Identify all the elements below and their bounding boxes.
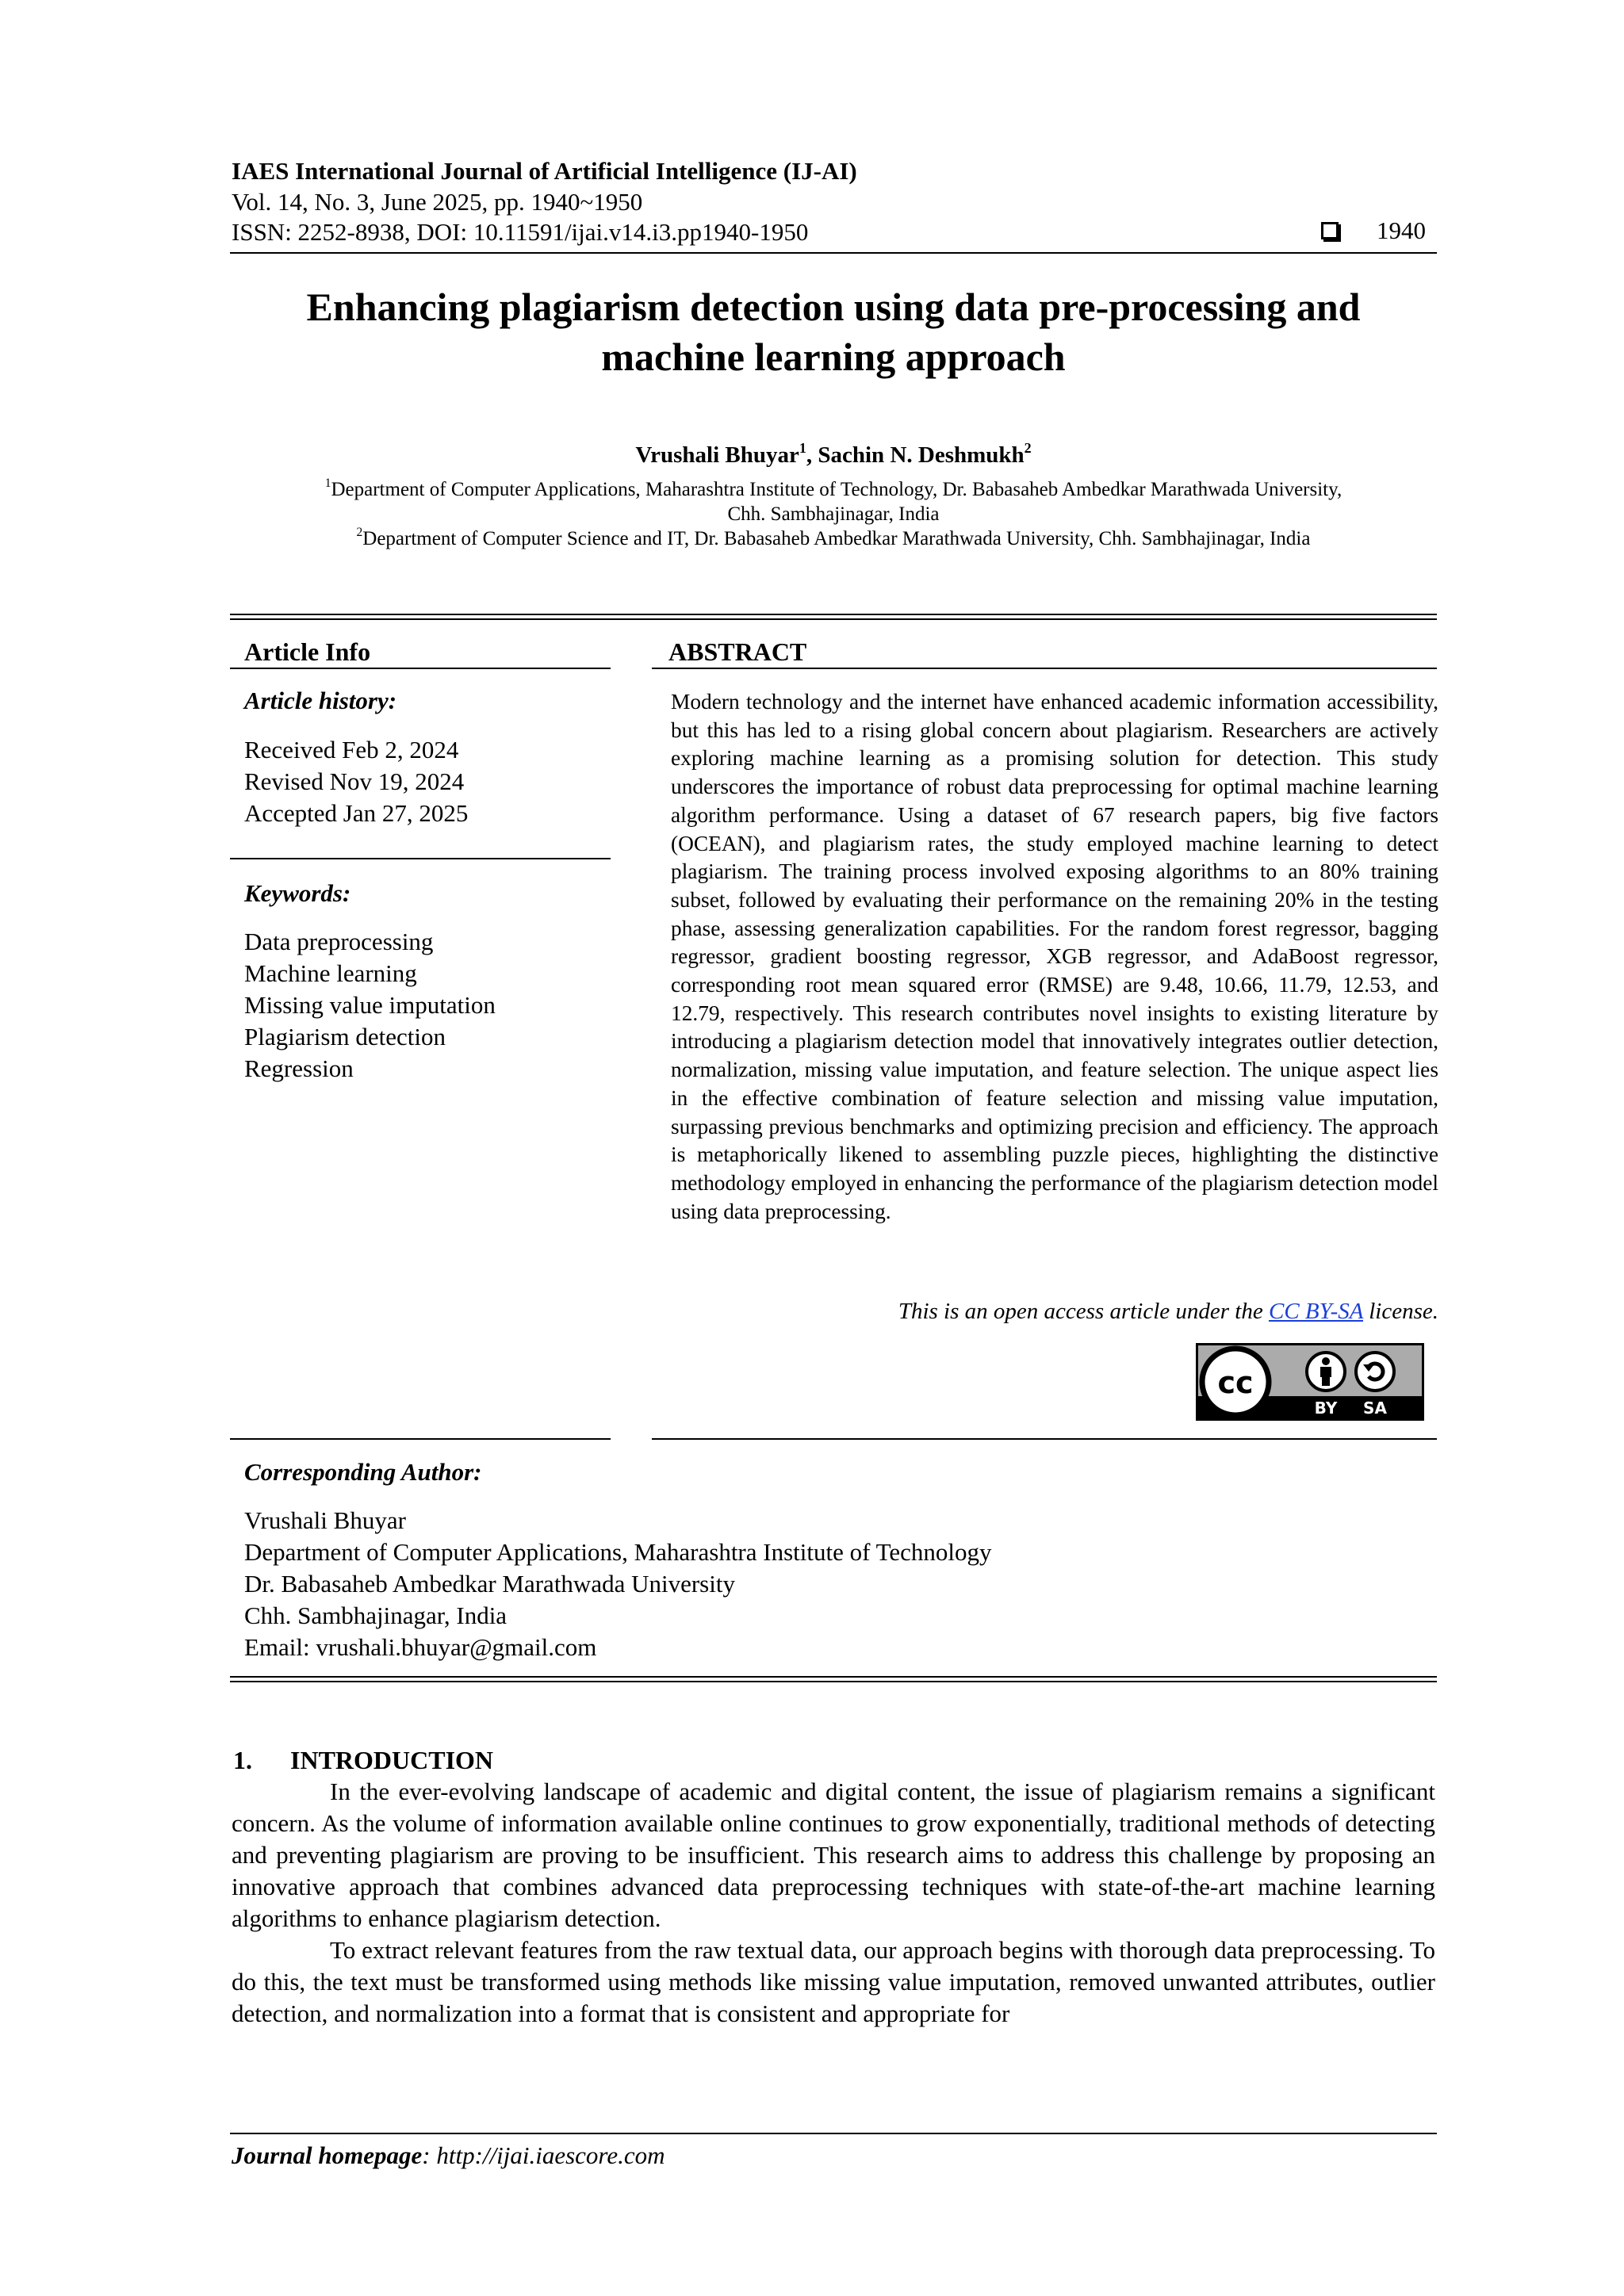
- keyword-item: Missing value imputation: [244, 991, 496, 1019]
- page-number: 1940: [1377, 216, 1426, 244]
- sa-share-icon: [1356, 1353, 1394, 1391]
- section-heading: INTRODUCTION: [290, 1746, 494, 1774]
- keyword-item: Machine learning: [244, 959, 417, 987]
- article-info-rule: [230, 668, 611, 669]
- intro-paragraph-1: In the ever-evolving landscape of academic and digital content, the issue of plagiarism remains a significant concern. As the volume of information available online continues to grow exponentially, traditional methods of detecting and preventing plagiarism are proving to be insufficient. This research aims to address this challenge by proposing an innovative approach that combines advanced data preprocessing techniques with state-of-the-art machine learning algorithms to enhance plagiarism detection.: [232, 1777, 1435, 1932]
- keywords-heading: Keywords:: [244, 879, 351, 907]
- history-accepted: Accepted Jan 27, 2025: [244, 799, 469, 827]
- footer-rule: [230, 2133, 1437, 2134]
- abstract-heading: ABSTRACT: [668, 637, 807, 666]
- corresponding-author-location: Chh. Sambhajinagar, India: [244, 1601, 508, 1629]
- homepage-url[interactable]: http://ijai.iaescore.com: [436, 2141, 665, 2169]
- abstract-text: Modern technology and the internet have enhanced academic information accessibility, but this has led to a rising global concern about plagiarism. Researchers are actively exploring machine learning as a promising solution for detection. This study underscores the importance of robust data preprocessing for optimal machine learning algorithm performance. Using a dataset of 67 research papers, big five factors (OCEAN), and plagiarism rates, the study employed machine learning to detect plagiarism. The training process involved exposing algorithms to an 80% training subset, followed by evaluating their performance on the remaining 20% in the testing phase, assessing generalization capabilities. For the random forest regressor, bagging regressor, gradient boosting regressor, XGB regressor, and AdaBoost regressor, corresponding root mean squared error (RMSE) are 9.48, 10.66, 11.79, 12.53, and 12.79, respectively. This research contributes novel insights to existing literature by introducing a plagiarism detection model that innovatively integrates outlier detection, normalization, missing value imputation, and feature selection. The unique aspect lies in the effective combination of feature selection and missing value imputation, surpassing previous benchmarks and optimizing precision and efficiency. The approach is metaphorically likened to assembling puzzle pieces, highlighting the distinctive methodology employed in enhancing the performance of the plagiarism detection model using data preprocessing.: [671, 690, 1438, 1223]
- keywords-rule: [230, 858, 611, 859]
- abstract-bottom-rule: [652, 1438, 1437, 1440]
- history-revised: Revised Nov 19, 2024: [244, 767, 465, 795]
- keyword-item: Plagiarism detection: [244, 1023, 446, 1050]
- homepage-label: Journal homepage: [232, 2141, 423, 2169]
- cc-sa-label: SA: [1363, 1399, 1387, 1418]
- cc-by-sa-badge: [1196, 1343, 1424, 1421]
- corresponding-author-university: Dr. Babasaheb Ambedkar Marathwada University: [244, 1570, 735, 1598]
- affiliation-2: [232, 526, 1435, 551]
- history-list: [244, 734, 468, 829]
- corresponding-author-email: Email: vrushali.bhuyar@gmail.com: [244, 1633, 597, 1661]
- keyword-item: Regression: [244, 1054, 354, 1082]
- intro-paragraph-2: To extract relevant features from the raw textual data, our approach begins with thorough data preprocessing. To do this, the text must be transformed using methods like missing value imputation, removed unwanted attributes, outlier detection, and normalization into a format that is consistent and appropriate for: [232, 1936, 1435, 2027]
- corresponding-author-dept: Department of Computer Applications, Maharashtra Institute of Technology: [244, 1538, 992, 1566]
- title-line-1: Enhancing plagiarism detection using data pre-processing and: [306, 285, 1361, 329]
- header-rule: [230, 252, 1437, 254]
- title-line-2: machine learning approach: [601, 335, 1066, 379]
- article-info-heading: Article Info: [244, 637, 371, 666]
- info-bottom-rule: [230, 1438, 611, 1440]
- homepage-separator: :: [422, 2141, 437, 2169]
- license-note: [671, 1297, 1438, 1326]
- history-heading: Article history:: [244, 687, 397, 714]
- license-link[interactable]: CC BY-SA: [1269, 1299, 1363, 1324]
- affiliation-mark: 2: [356, 526, 363, 540]
- author-affiliation-mark: 2: [1024, 439, 1032, 456]
- affiliation-1-cont: Chh. Sambhajinagar, India: [727, 503, 940, 525]
- volume-line: Vol. 14, No. 3, June 2025, pp. 1940~1950: [232, 188, 643, 216]
- affiliation-mark: 1: [324, 476, 331, 491]
- page-marker-icon: [1321, 222, 1339, 239]
- author-affiliation-mark: 1: [799, 439, 806, 456]
- author-separator: ,: [806, 442, 818, 468]
- cc-logo-text: cc: [1217, 1365, 1254, 1400]
- journal-name: IAES International Journal of Artificial Intelligence (IJ-AI): [232, 157, 857, 185]
- cc-by-label: BY: [1314, 1399, 1338, 1418]
- affiliation-1: [232, 477, 1435, 502]
- author-name: Sachin N. Deshmukh: [818, 442, 1025, 468]
- corresponding-author-heading: Corresponding Author:: [244, 1458, 482, 1486]
- corresponding-author-details: [244, 1505, 992, 1663]
- author-list: [232, 441, 1435, 469]
- license-prefix: This is an open access article under the: [898, 1299, 1269, 1324]
- issn-line: ISSN: 2252-8938, DOI: 10.11591/ijai.v14.i3.pp1940-1950: [232, 218, 809, 246]
- double-rule-top: [230, 614, 1437, 615]
- keywords-list: [244, 926, 496, 1085]
- paper-title: [232, 282, 1435, 382]
- double-rule-bottom: [230, 618, 1437, 620]
- affiliation-text: Department of Computer Science and IT, Dr. Babasaheb Ambedkar Marathwada University, Chh. Sambhajinagar, India: [362, 528, 1311, 549]
- by-person-icon: [1307, 1353, 1345, 1391]
- double-rule-top: [230, 1676, 1437, 1678]
- author-name: Vrushali Bhuyar: [635, 442, 799, 468]
- affiliation-text: Department of Computer Applications, Maharashtra Institute of Technology, Dr. Babasaheb Ambedkar Marathwada University,: [331, 479, 1342, 500]
- history-received: Received Feb 2, 2024: [244, 736, 459, 763]
- license-suffix: license.: [1362, 1299, 1438, 1324]
- double-rule-bottom: [230, 1681, 1437, 1682]
- corresponding-author-name: Vrushali Bhuyar: [244, 1506, 406, 1534]
- keyword-item: Data preprocessing: [244, 928, 434, 955]
- journal-homepage: [232, 2141, 665, 2171]
- abstract-rule: [652, 668, 1437, 669]
- section-number: 1.: [233, 1746, 252, 1774]
